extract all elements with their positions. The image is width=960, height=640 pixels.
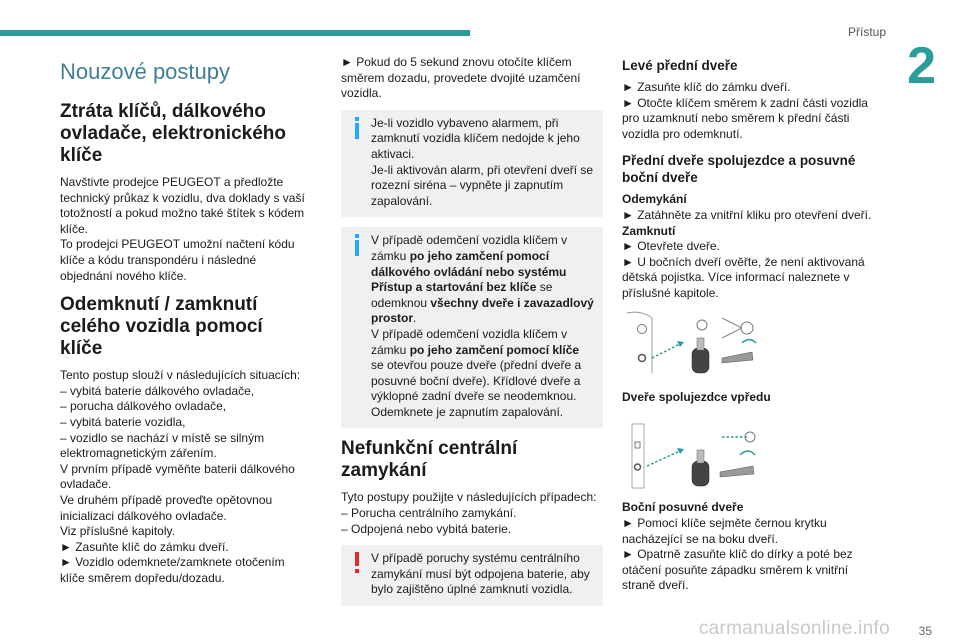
- paragraph: Tento postup slouží v následujících situacích:: [60, 368, 301, 383]
- heading-passenger-doors: Přední dveře spolujezdce a posuvné boční dveře: [622, 153, 856, 186]
- step: ► Opatrně zasuňte klíč do dírky a poté bez otáčení posuňte západku směrem k vnitřní straně dveří.: [622, 547, 853, 593]
- passenger-door-key-illustration: [622, 308, 762, 376]
- paragraph: Navštivte prodejce PEUGEOT a předložte technický průkaz k vozidlu, dva doklady s vaší totožností a pokud možno také štítek s kódem klíče.: [60, 175, 305, 236]
- list-item: – Odpojená nebo vybitá baterie.: [341, 521, 512, 536]
- info-icon: [351, 117, 363, 139]
- page-title: Nouzové postupy: [60, 59, 230, 84]
- list-item: – vozidlo se nachází v místě se silným elektromagnetickým zářením.: [60, 430, 265, 461]
- page-number: 35: [918, 624, 932, 638]
- header-accent-bar: [0, 30, 470, 36]
- note-text: Je-li vozidlo vybaveno alarmem, při zamknutí vozidla klíčem nedojde k jeho aktivaci.: [371, 115, 580, 161]
- paragraph: ► Pokud do 5 sekund znovu otočíte klíčem směrem dozadu, provedete dvojité uzamčení vozidla.: [341, 55, 581, 101]
- heading-unlock-with-key: Odemknutí / zamknutí celého vozidla pomocí klíče: [60, 294, 263, 360]
- subheading-unlock: Odemykání: [622, 192, 687, 207]
- column-1: [60, 55, 310, 586]
- list-item: – porucha dálkového ovladače,: [60, 399, 227, 414]
- column-2: [341, 55, 603, 616]
- step: ► Pomocí klíče sejměte černou krytku nacházející se na boku dveří.: [622, 515, 827, 546]
- paragraph: Tyto postupy použijte v následujících případech:: [341, 490, 597, 505]
- list-item: – vybitá baterie vozidla,: [60, 414, 186, 429]
- heading-central-locking: Nefunkční centrální zamykání: [341, 438, 518, 482]
- info-icon: [351, 234, 363, 256]
- step: ► Zasuňte klíč do zámku dveří.: [60, 539, 229, 554]
- step: ► Otočte klíčem směrem k zadní části vozidla pro uzamknutí nebo směrem k přední části vozidla pro odemknutí.: [622, 95, 868, 141]
- chapter-number: 2: [907, 37, 936, 95]
- list-item: – Porucha centrálního zamykání.: [341, 506, 517, 521]
- step: ► Zatáhněte za vnitřní kliku pro otevření dveří.: [622, 207, 872, 222]
- warning-note: [341, 545, 603, 606]
- watermark: carmanualsonline.info: [698, 618, 890, 639]
- paragraph: V prvním případě vyměňte baterii dálkového ovladače.: [60, 461, 295, 492]
- paragraph: Viz příslušné kapitoly.: [60, 524, 175, 539]
- paragraph: To prodejci PEUGEOT umožní načtení kódu klíče a kódu transpondéru i následné objednání nového klíče.: [60, 237, 295, 283]
- note-text: V případě odemčení vozidla klíčem v zámku po jeho zamčení pomocí dálkového ovládání nebo systému Přístup a startování bez klíče se odemknou všechny dveře i zavazadlový prostor.: [371, 233, 594, 326]
- heading-left-front-door: Levé přední dveře: [622, 58, 738, 73]
- heading-lost-keys: Ztráta klíčů, dálkového ovladače, elektronického klíče: [60, 101, 286, 166]
- section-title: Přístup: [847, 25, 886, 39]
- step: ► Otevřete dveře.: [622, 239, 720, 254]
- note-text: V případě poruchy systému centrálního zamykání musí být odpojena baterie, aby bylo zajištěno úplné zamknutí vozidla.: [371, 551, 590, 597]
- figure-caption: Dveře spolujezdce vpředu: [622, 390, 771, 405]
- step: ► U bočních dveří ověřte, že není aktivovaná dětská pojistka. Více informací naleznete v příslušné kapitole.: [622, 254, 865, 300]
- step: ► Zasuňte klíč do zámku dveří.: [622, 80, 791, 94]
- note-text: Je-li aktivován alarm, při otevření dveří se rozezní siréna – vypněte ji zapnutím zapalování.: [371, 162, 594, 208]
- info-note-unlock: [341, 227, 603, 428]
- column-3: [622, 55, 884, 594]
- paragraph: Ve druhém případě proveďte opětovnou inicializaci dálkového ovladače.: [60, 492, 273, 523]
- subheading-lock: Zamknutí: [622, 223, 676, 238]
- step: ► Vozidlo odemknete/zamknete otočením klíče směrem dopředu/dozadu.: [60, 555, 285, 585]
- note-text: V případě odemčení vozidla klíčem v zámku po jeho zamčení pomocí klíče se otevřou pouze dveře (přední dveře a posuvné boční dveře). Křídlové dveře a výklopné zadní dveře se neodemknou. Odemknete je zapnutím zapalování.: [371, 326, 582, 419]
- warning-icon: [351, 552, 363, 574]
- sliding-door-key-illustration: [622, 422, 762, 490]
- figure-caption: Boční posuvné dveře: [622, 500, 744, 515]
- list-item: – vybitá baterie dálkového ovladače,: [60, 383, 255, 398]
- info-note-alarm: [341, 110, 603, 218]
